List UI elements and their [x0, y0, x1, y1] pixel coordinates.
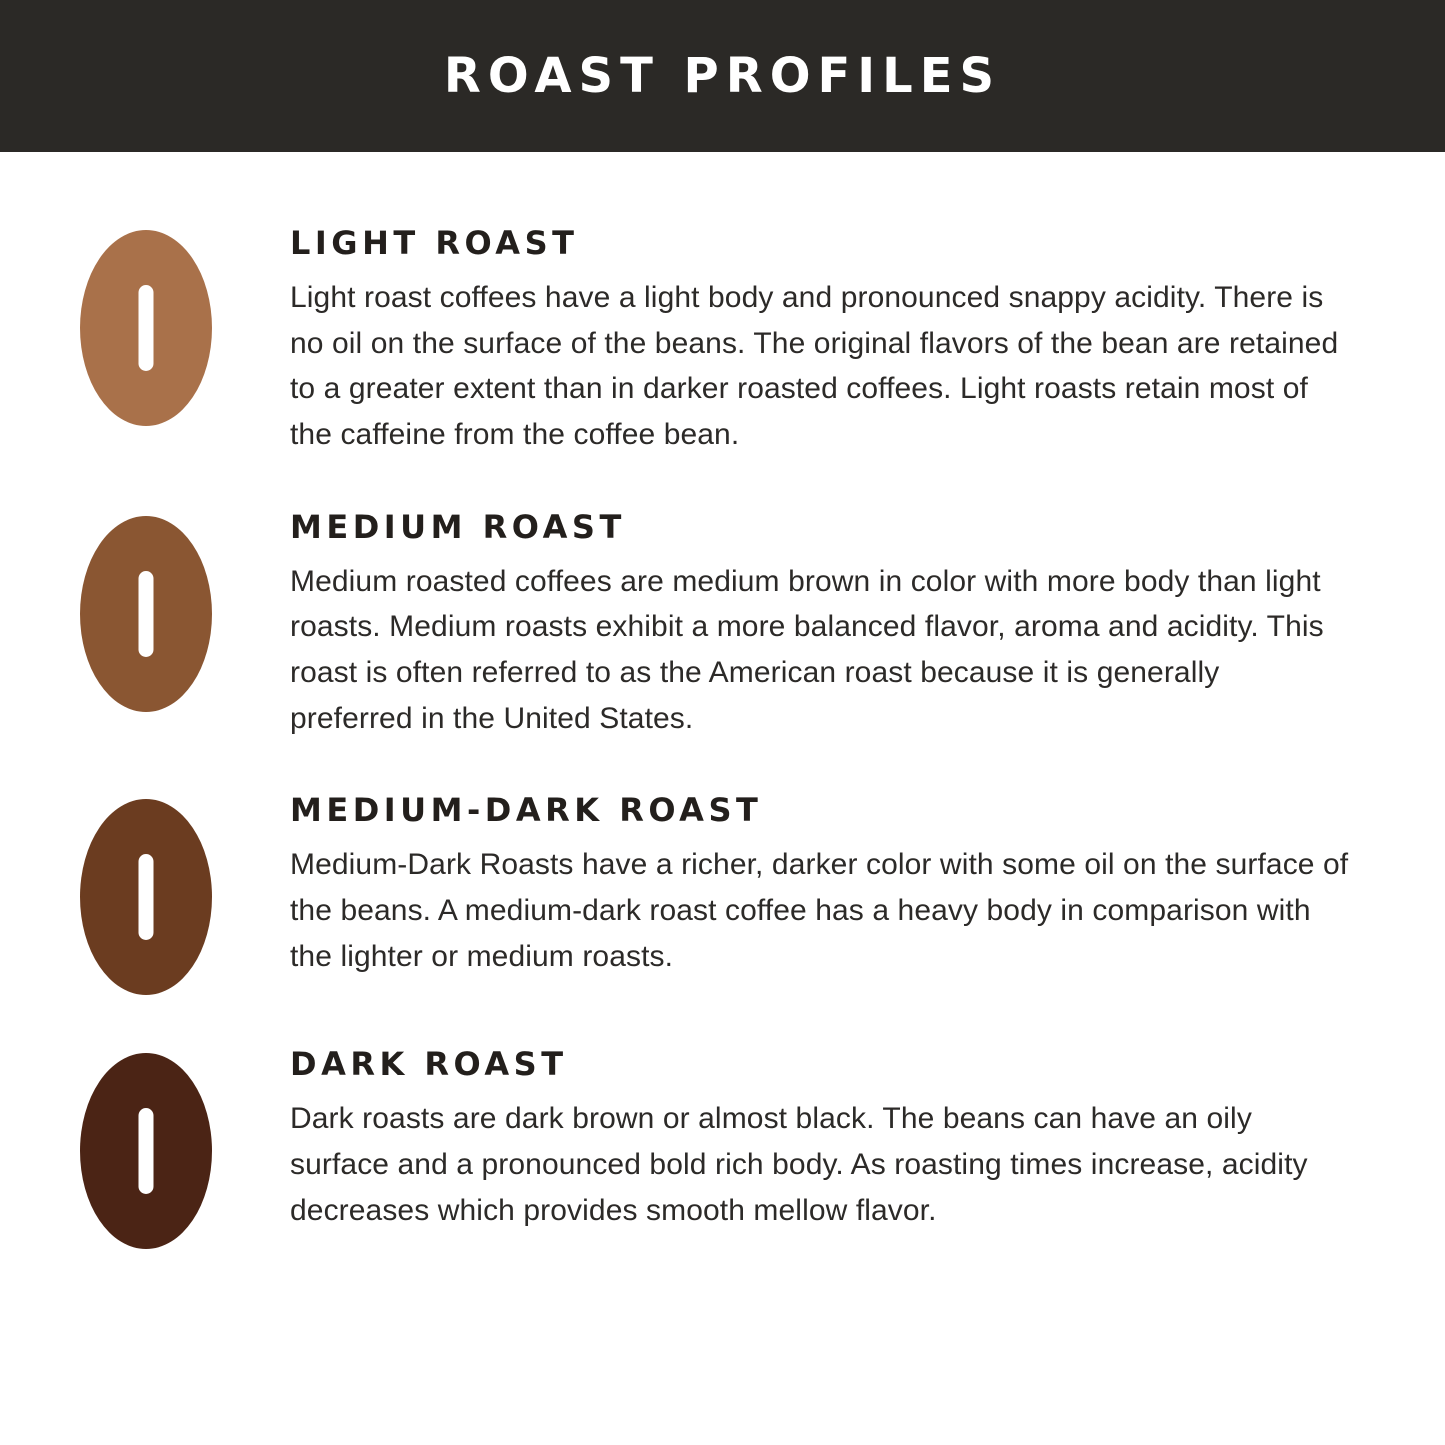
roast-item-light — [80, 224, 1349, 458]
bean-icon-wrap-medium — [80, 510, 290, 712]
roast-item-medium — [80, 507, 1349, 742]
roast-title-medium-dark: MEDIUM-DARK ROAST — [290, 791, 763, 830]
coffee-bean-icon — [80, 799, 212, 995]
roast-item-medium-dark — [80, 793, 1349, 995]
bean-crease — [139, 285, 154, 371]
roast-title-medium: MEDIUM ROAST — [290, 507, 626, 546]
roast-description-dark: Dark roasts are dark brown or almost black. The beans can have an oily surface and a pronounced bold rich body. As roasting times increase, acidity decreases which provides smooth mellow flavor. — [290, 1102, 1308, 1227]
roast-description-medium: Medium roasted coffees are medium brown in color with more body than light roasts. Medium roasts exhibit a more balanced flavor, aroma and acidity. This roast is often referred to as the American roast because it is generally preferred in the United States. — [290, 564, 1324, 735]
roast-title-dark: DARK ROAST — [290, 1045, 568, 1084]
roast-text-light — [290, 224, 1349, 458]
bean-icon-wrap-dark — [80, 1047, 290, 1249]
roast-description-medium-dark: Medium-Dark Roasts have a richer, darker color with some oil on the surface of the beans. A medium-dark roast coffee has a heavy body in comparison with the lighter or medium roasts. — [290, 848, 1349, 973]
roast-item-dark — [80, 1047, 1349, 1249]
roast-description-light: Light roast coffees have a light body and pronounced snappy acidity. There is no oil on the surface of the beans. The original flavors of the bean are retained to a greater extent than in darker roasted coffees. Light roasts retain most of the caffeine from the coffee bean. — [290, 281, 1339, 451]
page-header — [0, 0, 1445, 152]
roast-text-medium-dark — [290, 793, 1349, 979]
page-title: ROAST PROFILES — [443, 48, 1002, 104]
roast-title-light: LIGHT ROAST — [290, 224, 579, 262]
coffee-bean-icon — [80, 230, 212, 426]
bean-crease — [139, 1108, 154, 1194]
bean-icon-wrap-light — [80, 224, 290, 426]
bean-crease — [139, 571, 154, 657]
roast-text-medium — [290, 507, 1349, 742]
roast-list — [0, 152, 1445, 1289]
coffee-bean-icon — [80, 516, 212, 712]
bean-crease — [139, 854, 154, 940]
roast-text-dark — [290, 1047, 1349, 1233]
bean-icon-wrap-medium-dark — [80, 793, 290, 995]
coffee-bean-icon — [80, 1053, 212, 1249]
